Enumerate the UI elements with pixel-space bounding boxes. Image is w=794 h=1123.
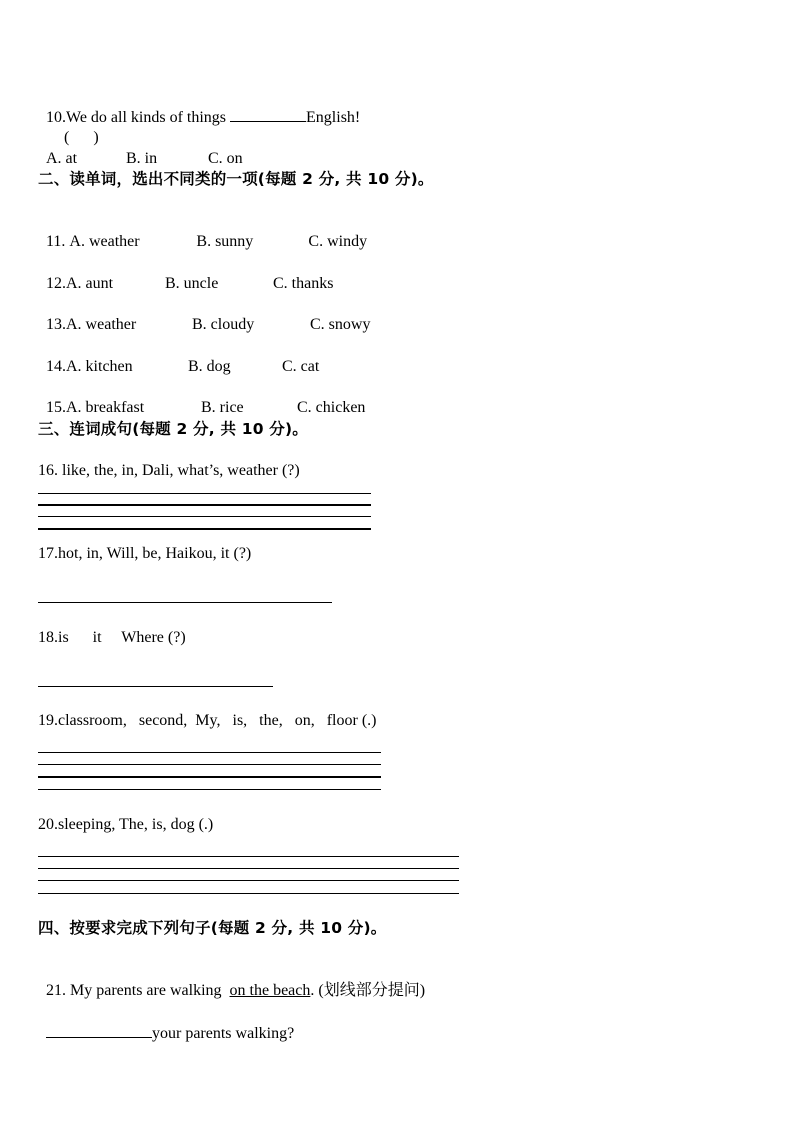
option-a: A. aunt (66, 275, 114, 292)
question-20: 20.sleeping, The, is, dog (.) (38, 816, 214, 833)
answer-line[interactable] (38, 504, 371, 506)
answer-line[interactable] (38, 493, 371, 494)
answer-line[interactable] (38, 686, 273, 687)
option-a: A. at (46, 150, 78, 167)
option-c: C. windy (308, 233, 368, 250)
answer-line[interactable] (38, 868, 459, 869)
answer-line[interactable] (38, 856, 459, 857)
question-number: 14. (46, 358, 66, 375)
question-10-stem-end: English! (306, 109, 361, 126)
question-number: 13. (46, 316, 66, 333)
option-c: C. snowy (310, 316, 371, 333)
option-a: A. weather (69, 233, 140, 250)
question-10-stem-start: 10.We do all kinds of things (46, 109, 231, 126)
question-15 (38, 378, 365, 418)
question-18: 18.is it Where (?) (38, 629, 186, 646)
answer-line[interactable] (38, 516, 371, 517)
answer-line[interactable] (38, 880, 459, 881)
question-17: 17.hot, in, Will, be, Haikou, it (?) (38, 545, 252, 562)
question-12 (38, 254, 333, 294)
question-21 (38, 961, 425, 1001)
question-number: 15. (46, 399, 66, 416)
option-a: A. breakfast (66, 399, 145, 416)
option-b: B. dog (188, 358, 231, 375)
option-c: C. chicken (297, 399, 366, 416)
option-c: C. cat (282, 358, 320, 375)
answer-blank[interactable] (230, 106, 306, 122)
question-11 (38, 212, 367, 252)
option-b: B. in (126, 150, 158, 167)
section-4-title: 四、按要求完成下列句子(每题 2 分, 共 10 分)。 (38, 919, 387, 937)
answer-line[interactable] (38, 764, 381, 765)
question-21-instruction: . (划线部分提问) (310, 982, 426, 999)
answer-line[interactable] (38, 528, 371, 530)
section-2-title: 二、读单词，选出不同类的一项(每题 2 分, 共 10 分)。 (38, 170, 434, 188)
question-16: 16. like, the, in, Dali, what’s, weather (?) (38, 462, 300, 479)
answer-blank[interactable] (46, 1022, 152, 1038)
answer-parentheses[interactable]: ( ) (64, 129, 99, 146)
option-c: C. on (208, 150, 243, 167)
question-13 (38, 295, 370, 335)
answer-line[interactable] (38, 776, 381, 778)
answer-line[interactable] (38, 789, 381, 790)
question-number: 12. (46, 275, 66, 292)
underlined-phrase: on the beach (229, 982, 311, 999)
option-b: B. uncle (165, 275, 219, 292)
option-a: A. weather (66, 316, 137, 333)
question-19: 19.classroom, second, My, is, the, on, floor (.) (38, 712, 377, 729)
section-3-title: 三、连词成句(每题 2 分, 共 10 分)。 (38, 420, 308, 438)
option-a: A. kitchen (66, 358, 133, 375)
question-number: 11. (46, 233, 70, 250)
option-b: B. sunny (196, 233, 254, 250)
answer-sentence-suffix: your parents walking? (152, 1025, 295, 1042)
answer-line[interactable] (38, 602, 332, 603)
answer-line[interactable] (38, 752, 381, 753)
option-b: B. cloudy (192, 316, 255, 333)
option-c: C. thanks (273, 275, 334, 292)
answer-line[interactable] (38, 893, 459, 894)
option-b: B. rice (201, 399, 244, 416)
question-21-answer (38, 1002, 294, 1044)
question-21-stem: 21. My parents are walking (46, 982, 230, 999)
question-10-options (38, 129, 243, 169)
question-14 (38, 337, 319, 377)
